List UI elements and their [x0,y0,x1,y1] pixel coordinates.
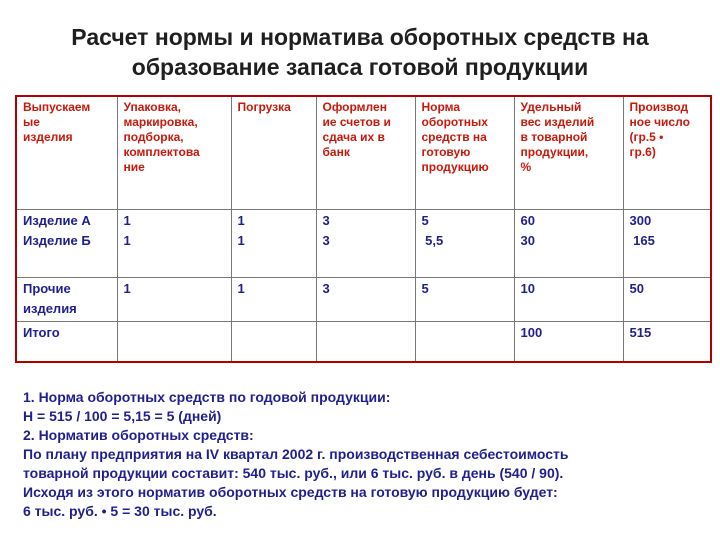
header-norm: Норма оборотных средств на готовую продукцию [415,96,514,209]
table-cell [231,321,316,362]
note-line: Исходя из этого норматив оборотных средств на готовую продукцию будет: [23,484,558,500]
title-line-2: образование запаса готовой продукции [131,54,589,80]
table-cell: Изделие А Изделие Б [16,209,117,277]
note-line: По плану предприятия на IV квартал 2002 г. производственная себестоимость [23,446,569,462]
table-header-row [16,96,711,209]
table-cell: Итого [16,321,117,362]
table-cell [415,321,514,362]
table-cell: 1 [117,277,231,321]
note-line: 2. Норматив оборотных средств: [23,427,254,443]
table-cell [316,321,415,362]
note-line: товарной продукции составит: 540 тыс. руб., или 6 тыс. руб. в день (540 / 90). [23,465,564,481]
note-line: 6 тыс. руб. • 5 = 30 тыс. руб. [23,503,217,519]
table-cell: 10 [514,277,623,321]
table-row [16,209,711,277]
calculation-notes [23,388,703,521]
page-title [0,22,720,82]
norms-table [15,95,712,363]
header-share: Удельный вес изделий в товарной продукции, % [514,96,623,209]
table-cell: 515 [623,321,711,362]
table-cell: 3 3 [316,209,415,277]
table-row [16,321,711,362]
table-cell: 50 [623,277,711,321]
note-line: 1. Норма оборотных средств по годовой продукции: [23,389,391,405]
table-cell: 100 [514,321,623,362]
table-cell: 1 [231,277,316,321]
note-line: Н = 515 / 100 = 5,15 = 5 (дней) [23,408,222,424]
table-cell: Прочие изделия [16,277,117,321]
header-products: Выпускаем ые изделия [16,96,117,209]
header-product-number: Производ ное число (гр.5 • гр.6) [623,96,711,209]
table-cell [117,321,231,362]
table-cell: 1 1 [231,209,316,277]
header-loading: Погрузка [231,96,316,209]
table-cell: 3 [316,277,415,321]
table-cell: 1 1 [117,209,231,277]
table-cell: 60 30 [514,209,623,277]
header-invoicing: Оформлен ие счетов и сдача их в банк [316,96,415,209]
table-cell: 300 165 [623,209,711,277]
header-packaging: Упаковка, маркировка, подборка, комплектова ние [117,96,231,209]
table-cell: 5 5,5 [415,209,514,277]
title-line-1: Расчет нормы и норматива оборотных средств на [71,24,649,50]
table-row [16,277,711,321]
table-cell: 5 [415,277,514,321]
